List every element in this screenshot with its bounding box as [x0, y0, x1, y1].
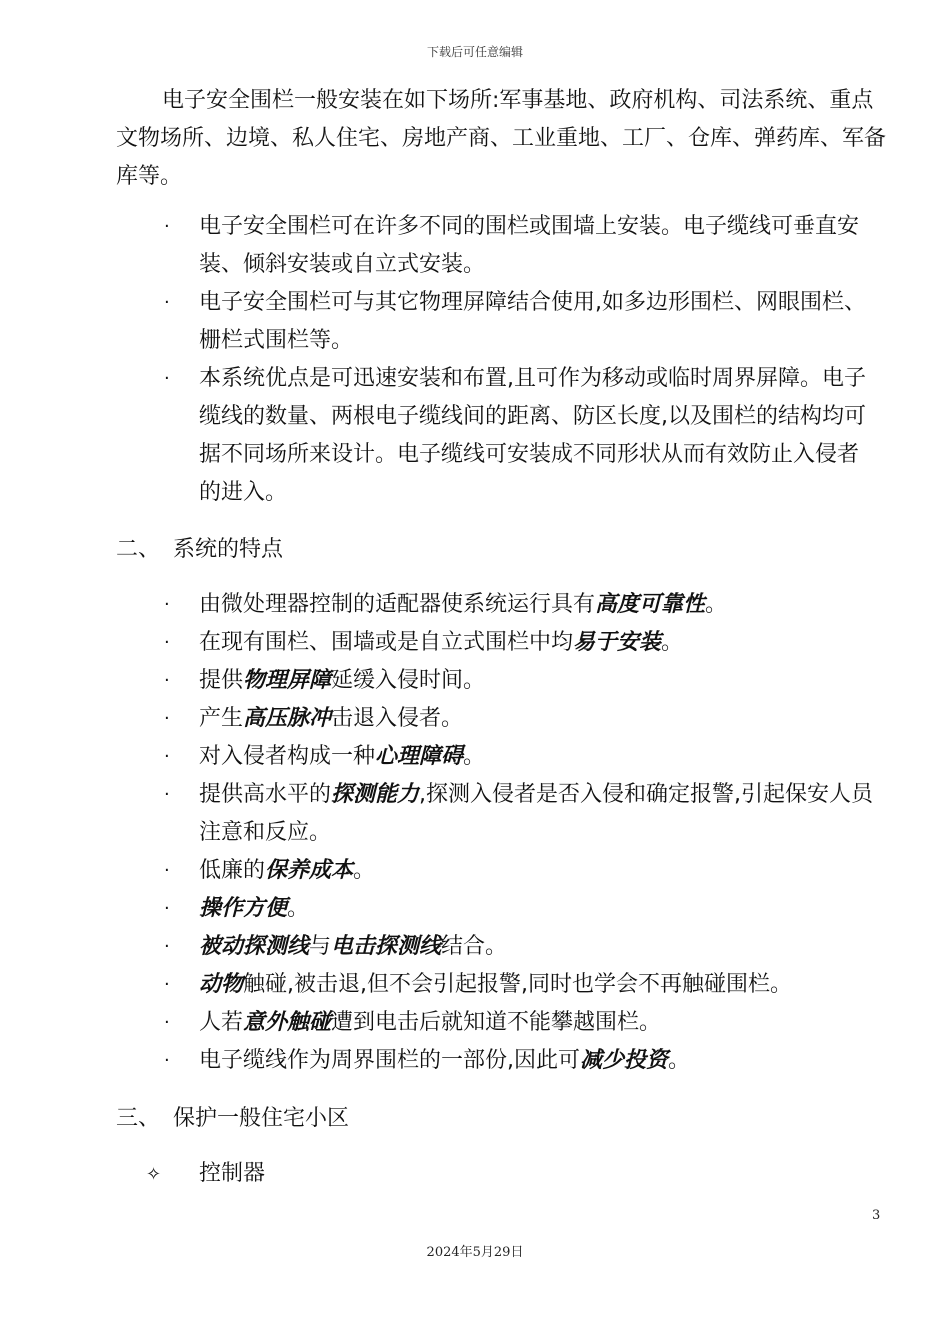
text-after: 。: [287, 896, 310, 921]
bullet-dot-icon: ·: [164, 974, 170, 995]
text-after: ,探测入侵者是否入侵和确定报警,引起保安人员注意和反应。: [199, 782, 874, 845]
list-item: [0, 1004, 950, 1042]
text-after: 。: [353, 858, 376, 883]
list-item: [0, 284, 950, 360]
section-heading-residential: [116, 1100, 349, 1138]
emphasis-text: 减少投资: [580, 1048, 669, 1073]
page-header: 下载后可任意编辑: [426, 45, 523, 59]
list-item: [0, 662, 950, 700]
emphasis-text: 物理屏障: [243, 668, 332, 693]
section-number: 三、: [116, 1106, 161, 1131]
list-item-text: [199, 1004, 879, 1042]
list-item: [0, 928, 950, 966]
subsection-title: 控制器: [199, 1161, 266, 1186]
list-item: [0, 890, 950, 928]
list-item-text: [199, 700, 879, 738]
text-after: 延缓入侵时间。: [331, 668, 486, 693]
list-item: [0, 852, 950, 890]
bullet-dot-icon: ·: [164, 670, 170, 691]
emphasis-text: 动物: [199, 972, 244, 997]
bullet-dot-icon: ·: [164, 1050, 170, 1071]
text-before: 电子安全围栏可在许多不同的围栏或围墙上安装。电子缆线可垂直安装、倾斜安装或自立式安装。: [199, 214, 860, 277]
list-item: [0, 776, 950, 852]
text-before: 电子缆线作为周界围栏的一部份,因此可: [199, 1048, 580, 1073]
text-after: 。: [463, 744, 486, 769]
text-after: 。: [668, 1048, 691, 1073]
text-before: 提供高水平的: [199, 782, 332, 807]
bullet-dot-icon: ·: [164, 746, 170, 767]
list-item: [0, 738, 950, 776]
text-before: 对入侵者构成一种: [199, 744, 376, 769]
list-item: [0, 700, 950, 738]
list-item-text: [199, 662, 879, 700]
list-item: [0, 1042, 950, 1080]
text-before: 本系统优点是可迅速安装和布置,且可作为移动或临时周界屏障。电子缆线的数量、两根电子缆线间的距离、防区长度,以及围栏的结构均可据不同场所来设计。电子缆线可安装成不同形状从而有效防止入侵者的进入。: [199, 366, 866, 505]
text-after: 。: [705, 592, 728, 617]
list-item-text: [199, 928, 879, 966]
text-after-2: 结合。: [441, 934, 508, 959]
section-title: 保护一般住宅小区: [173, 1106, 350, 1131]
text-before: 电子安全围栏可与其它物理屏障结合使用,如多边形围栏、网眼围栏、栅栏式围栏等。: [199, 290, 866, 353]
list-item-text: [199, 284, 879, 360]
text-after: 与: [309, 934, 332, 959]
bullet-dot-icon: ·: [164, 368, 170, 389]
text-before: 在现有围栏、围墙或是自立式围栏中均: [199, 630, 574, 655]
emphasis-text: 心理障碍: [375, 744, 464, 769]
list-item: [0, 360, 950, 512]
emphasis-text-2: 电击探测线: [331, 934, 442, 959]
text-after: 遭到电击后就知道不能攀越围栏。: [331, 1010, 662, 1035]
bullet-dot-icon: ·: [164, 632, 170, 653]
list-item: [0, 208, 950, 284]
text-before: 产生: [199, 706, 244, 731]
section-title: 系统的特点: [173, 537, 284, 562]
emphasis-text: 高压脉冲: [243, 706, 332, 731]
emphasis-text: 意外触碰: [243, 1010, 332, 1035]
bullet-dot-icon: ·: [164, 292, 170, 313]
bullet-dot-icon: ·: [164, 708, 170, 729]
bullet-dot-icon: ·: [164, 1012, 170, 1033]
list-item: [0, 586, 950, 624]
list-item-text: [199, 1042, 879, 1080]
section-number: 二、: [116, 537, 161, 562]
features-list: [0, 586, 950, 1080]
intro-paragraph: 电子安全围栏一般安装在如下场所:军事基地、政府机构、司法系统、重点文物场所、边境、私人住宅、房地产商、工业重地、工厂、仓库、弹药库、军备库等。: [116, 88, 887, 189]
text-before: 提供: [199, 668, 244, 693]
bullet-dot-icon: ·: [164, 594, 170, 615]
text-after: 触碰,被击退,但不会引起报警,同时也学会不再触碰围栏。: [243, 972, 792, 997]
bullet-dot-icon: ·: [164, 936, 170, 957]
install-points-list: [0, 208, 950, 512]
emphasis-text: 探测能力: [331, 782, 420, 807]
bullet-dot-icon: ·: [164, 216, 170, 237]
emphasis-text: 高度可靠性: [595, 592, 706, 617]
footer-date: 2024年5月29日: [426, 1245, 524, 1260]
text-after: 。: [661, 630, 684, 655]
list-item-text: [199, 890, 879, 928]
emphasis-text: 易于安装: [573, 630, 662, 655]
list-item-text: [199, 624, 879, 662]
emphasis-text: 操作方便: [199, 896, 288, 921]
section-heading-features: [116, 531, 283, 569]
text-before: 由微处理器控制的适配器使系统运行具有: [199, 592, 596, 617]
bullet-dot-icon: ·: [164, 898, 170, 919]
list-item-text: [199, 852, 879, 890]
list-item: [0, 966, 950, 1004]
list-item-text: [199, 966, 879, 1004]
emphasis-text: 被动探测线: [199, 934, 310, 959]
list-item-text: [199, 586, 879, 624]
list-item-text: [199, 776, 879, 852]
list-item-text: [199, 360, 879, 512]
text-after: 击退入侵者。: [331, 706, 464, 731]
text-before: 人若: [199, 1010, 244, 1035]
text-before: 低廉的: [199, 858, 266, 883]
list-item-text: [199, 738, 879, 776]
bullet-dot-icon: ·: [164, 784, 170, 805]
diamond-bullet-icon: ✧: [146, 1164, 162, 1185]
list-item: [0, 624, 950, 662]
subsection-heading-controller: [146, 1155, 265, 1194]
bullet-dot-icon: ·: [164, 860, 170, 881]
page-number: 3: [872, 1208, 881, 1223]
list-item-text: [199, 208, 879, 284]
emphasis-text: 保养成本: [265, 858, 354, 883]
